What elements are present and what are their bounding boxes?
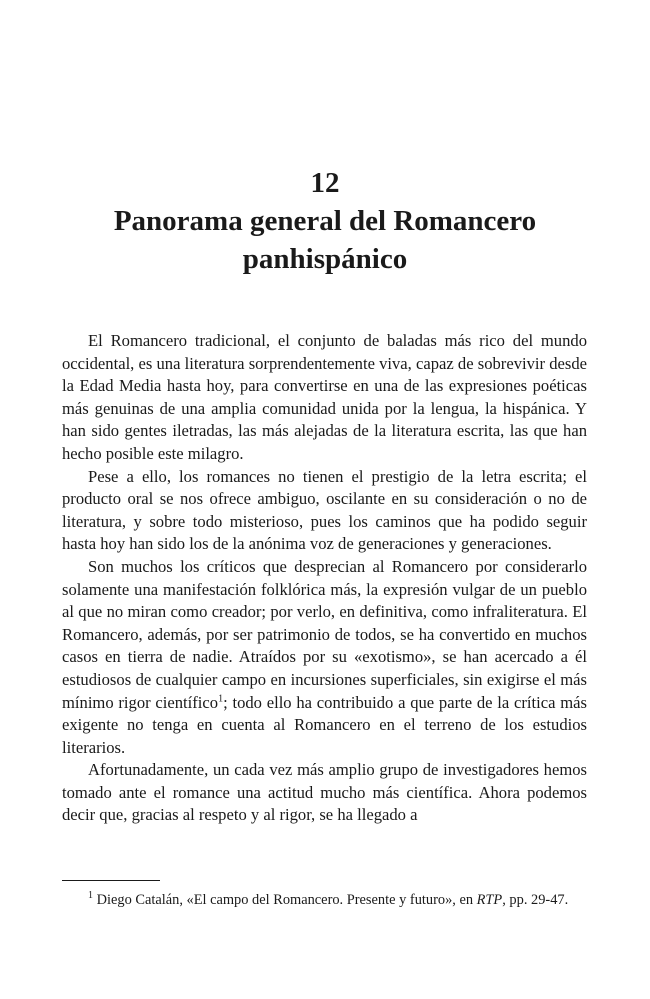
paragraph: Afortunadamente, un cada vez más amplio grupo de investigadores hemos tomado ante el romance una actitud mucho más científica. Ahora podemos decir que, gracias al respeto y al rigor, se ha llegado a (62, 760, 587, 825)
footnote-reference[interactable]: 1 (218, 692, 224, 704)
footnote-pages: , pp. 29-47. (502, 892, 569, 908)
body-text (62, 330, 587, 827)
paragraph (62, 556, 587, 759)
paragraph: El Romancero tradicional, el conjunto de baladas más rico del mundo occidental, es una literatura sorprendentemente viva, capaz de sobrevivir desde la Edad Media hasta hoy, para convertirse en una de las expresiones poéticas más genuinas de una amplia comunidad unida por la lengua, la hispánica. Y han sido gentes iletradas, las más alejadas de la literatura escrita, las que han hecho posible este milagro. (62, 331, 587, 463)
footnote-text (62, 890, 587, 911)
footnote-number: 1 (88, 890, 93, 902)
chapter-number: 12 (310, 167, 340, 199)
footnote (62, 890, 587, 911)
footnote-abbreviation: RTP (476, 892, 503, 908)
chapter-title: Panorama general del Romancero panhispánico (113, 205, 537, 275)
footnote-divider (62, 880, 160, 881)
paragraph-text: Son muchos los críticos que desprecian al Romancero por considerarlo solamente una manifestación folklórica más, la expresión vulgar de un pueblo al que no miran como creador; por verlo, en definitiva, como infraliteratura. El Romancero, además, por ser patrimonio de todos, se ha convertido en muchos casos en tierra de nadie. Atraídos por su «exotismo», se han acercado a él estudiosos de cualquier campo en incursiones superficiales, sin exigirse el más mínimo rigor científico (62, 556, 587, 712)
paragraph: Pese a ello, los romances no tienen el prestigio de la letra escrita; el producto oral se nos ofrece ambiguo, oscilante en su consideración o no de literatura, y sobre todo misterioso, pues los caminos que ha podido seguir hasta hoy han sido los de la anónima voz de generaciones y generaciones. (62, 466, 587, 554)
paragraph-text: ; todo ello ha contribuido a que parte de la crítica más exigente no tenga en cuenta al Romancero en el terreno de los estudios literarios. (62, 692, 587, 757)
footnote-body: Diego Catalán, «El campo del Romancero. Presente y futuro», en (93, 892, 477, 908)
